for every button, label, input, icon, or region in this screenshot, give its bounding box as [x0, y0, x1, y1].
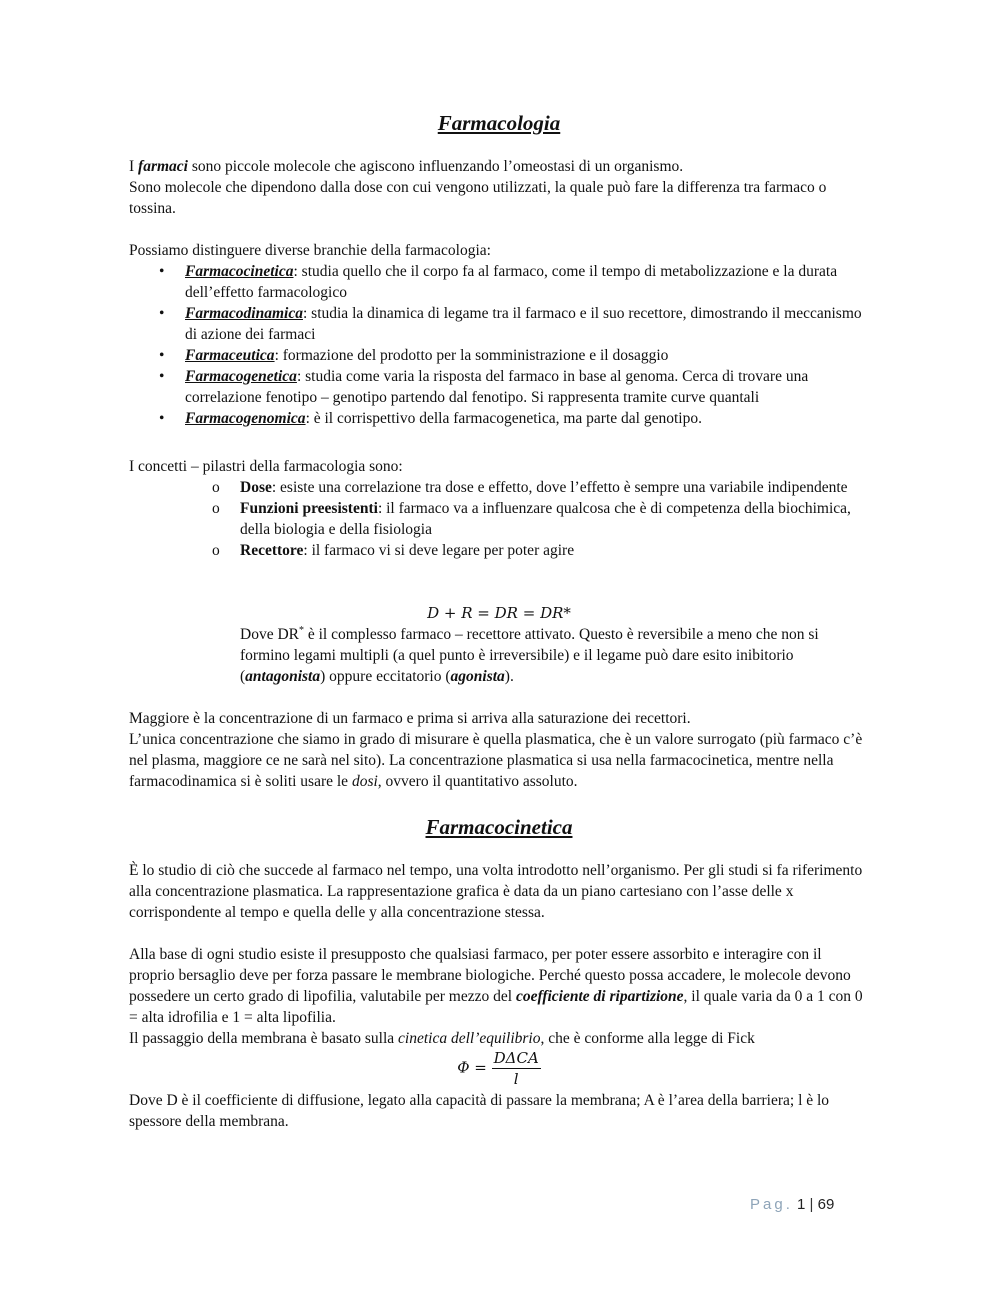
bullet-icon: •: [159, 368, 165, 385]
item-text: : il farmaco va a influenzare qualcosa che è di competenza della biochimica, della biologia e della fisiologia: [240, 500, 851, 538]
intro-section: [129, 156, 869, 219]
page-total: 69: [817, 1196, 835, 1213]
pk-text: Il passaggio della membrana è basato sulla: [129, 1030, 399, 1047]
equation-note-paragraph: [240, 624, 869, 687]
pk-paragraph-1: È lo studio di ciò che succede al farmaco nel tempo, una volta introdotto nell’organismo. Per gli studi si fa riferimento alla concentrazione plasmatica. La rappresentazione grafica è data da un piano cartesiano con l’asse delle x corrispondente al tempo e quella delle y alla concentrazione stessa.: [129, 862, 863, 921]
term-farmacodinamica: Farmacodinamica: [185, 305, 303, 322]
page-footer: [750, 1194, 834, 1215]
term-cinetica-equilibrio: cinetica dell’equilibrio: [398, 1030, 541, 1047]
concentration-paragraph-2: [129, 729, 869, 792]
bullet-icon: •: [159, 347, 165, 364]
bullet-icon: •: [159, 410, 165, 427]
list-item: [129, 477, 869, 498]
term-dosi: dosi: [351, 773, 378, 790]
branches-list: [129, 261, 869, 429]
pk-text: , il quale varia da 0 a 1 con 0 = alta idrofilia e 1 = alta lipofilia.: [129, 988, 863, 1026]
item-text: : formazione del prodotto per la somministrazione e il dosaggio: [274, 347, 669, 364]
intro-text: sono piccole molecole che agiscono influenzando l’omeostasi di un organismo.: [187, 158, 684, 175]
circle-bullet-icon: o: [212, 542, 220, 559]
term-coefficiente-di-ripartizione: coefficiente di ripartizione: [515, 988, 684, 1005]
term-farmacocinetica: Farmacocinetica: [185, 263, 294, 280]
pk-text: Alla base di ogni studio esiste il presupposto che qualsiasi farmaco, per poter essere assorbito e interagire con il proprio bersaglio deve per forza passare le membrane biologiche. Perché questo possa accadere, le molecole devono possedere un certo grado di lipofilia, valutabile per mezzo del: [129, 946, 851, 1005]
note-text: Dove DR: [240, 626, 299, 643]
intro-paragraph-1: [129, 156, 869, 177]
equation-binding: D + R = DR = DR*: [427, 604, 571, 622]
pk-paragraph-2: [129, 944, 869, 1028]
conc-text: , ovvero il quantitativo assoluto.: [377, 773, 578, 790]
list-item: [129, 366, 869, 408]
fick-fraction: [492, 1048, 541, 1089]
equation-note: [240, 624, 869, 687]
title-farmacocinetica: Farmacocinetica: [425, 815, 573, 839]
bullet-icon: •: [159, 305, 165, 322]
list-item: [129, 303, 869, 345]
fick-lhs: Φ =: [457, 1058, 487, 1077]
term-farmacogenetica: Farmacogenetica: [185, 368, 297, 385]
list-item: [129, 261, 869, 303]
pillars-list: [129, 477, 869, 561]
footer-separator: |: [809, 1196, 814, 1213]
pk-paragraph-4: Dove D è il coefficiente di diffusione, legato alla capacità di passare la membrana; A è l’area della barriera; l è lo spessore della membrana.: [129, 1092, 830, 1130]
term-antagonista: antagonista: [245, 668, 321, 685]
pillars-section: [129, 456, 869, 561]
note-text: è il complesso farmaco – recettore attivato. Questo è reversibile a meno che non si formino legami multipli (a quel punto è irreversibile) e il legame può dare esito inibitorio (: [240, 626, 819, 685]
note-text: ).: [504, 668, 514, 685]
list-item: [129, 408, 869, 429]
circle-bullet-icon: o: [212, 500, 220, 517]
bullet-icon: •: [159, 263, 165, 280]
intro-text: I: [129, 158, 139, 175]
term-recettore: Recettore: [240, 542, 304, 559]
pk-section-3: [129, 1090, 869, 1132]
item-text: : studia come varia la risposta del farmaco in base al genoma. Cerca di trovare una correlazione fenotipo – genotipo partendo dal fenotipo. Si rappresenta tramite curve quantali: [185, 368, 809, 406]
page-number: 1: [797, 1196, 806, 1213]
concentration-paragraph-1: Maggiore è la concentrazione di un farmaco e prima si arriva alla saturazione dei recettori.: [129, 710, 691, 727]
term-farmaci: farmaci: [138, 158, 188, 175]
equation-fick: [129, 1048, 869, 1089]
list-item: [129, 345, 869, 366]
note-superscript: *: [298, 624, 304, 636]
pk-section: [129, 860, 869, 923]
branches-section: [129, 240, 869, 429]
intro-paragraph-2: Sono molecole che dipendono dalla dose con cui vengono utilizzati, la quale può fare la differenza tra farmaco o tossina.: [129, 179, 827, 217]
pillars-lead: I concetti – pilastri della farmacologia sono:: [129, 458, 403, 475]
term-dose: Dose: [240, 479, 272, 496]
item-text: : il farmaco vi si deve legare per poter agire: [303, 542, 575, 559]
page-label: Pag.: [750, 1196, 793, 1213]
fick-denominator: l: [513, 1070, 519, 1088]
conc-text: L’unica concentrazione che siamo in grado di misurare è quella plasmatica, che è un valore surrogato (più farmaco c’è nel plasma, maggiore ce ne sarà nel sito). La concentrazione plasmatica si usa nella farmacocinetica, mentre nella farmacodinamica si è soliti usare le: [129, 731, 863, 790]
fick-numerator: DΔCA: [493, 1049, 539, 1067]
item-text: : studia la dinamica di legame tra il farmaco e il suo recettore, dimostrando il meccanismo di azione dei farmaci: [185, 305, 862, 343]
term-agonista: agonista: [450, 668, 505, 685]
list-item: [129, 498, 869, 540]
title-farmacologia: Farmacologia: [437, 111, 561, 135]
pk-section-2: [129, 944, 869, 1049]
concentration-section: [129, 708, 869, 792]
circle-bullet-icon: o: [212, 479, 220, 496]
branches-lead: Possiamo distinguere diverse branchie della farmacologia:: [129, 242, 491, 259]
list-item: [129, 540, 869, 561]
term-farmacogenomica: Farmacogenomica: [185, 410, 306, 427]
item-text: : è il corrispettivo della farmacogenetica, ma parte dal genotipo.: [305, 410, 702, 427]
item-text: : studia quello che il corpo fa al farmaco, come il tempo di metabolizzazione e la durata dell’effetto farmacologico: [185, 263, 838, 301]
item-text: : esiste una correlazione tra dose e effetto, dove l’effetto è sempre una variabile indipendente: [271, 479, 848, 496]
term-farmaceutica: Farmaceutica: [185, 347, 275, 364]
pk-text: , che è conforme alla legge di Fick: [540, 1030, 755, 1047]
pk-paragraph-3: [129, 1028, 869, 1049]
term-funzioni-preesistenti: Funzioni preesistenti: [240, 500, 378, 517]
note-text: ) oppure eccitatorio (: [320, 668, 451, 685]
